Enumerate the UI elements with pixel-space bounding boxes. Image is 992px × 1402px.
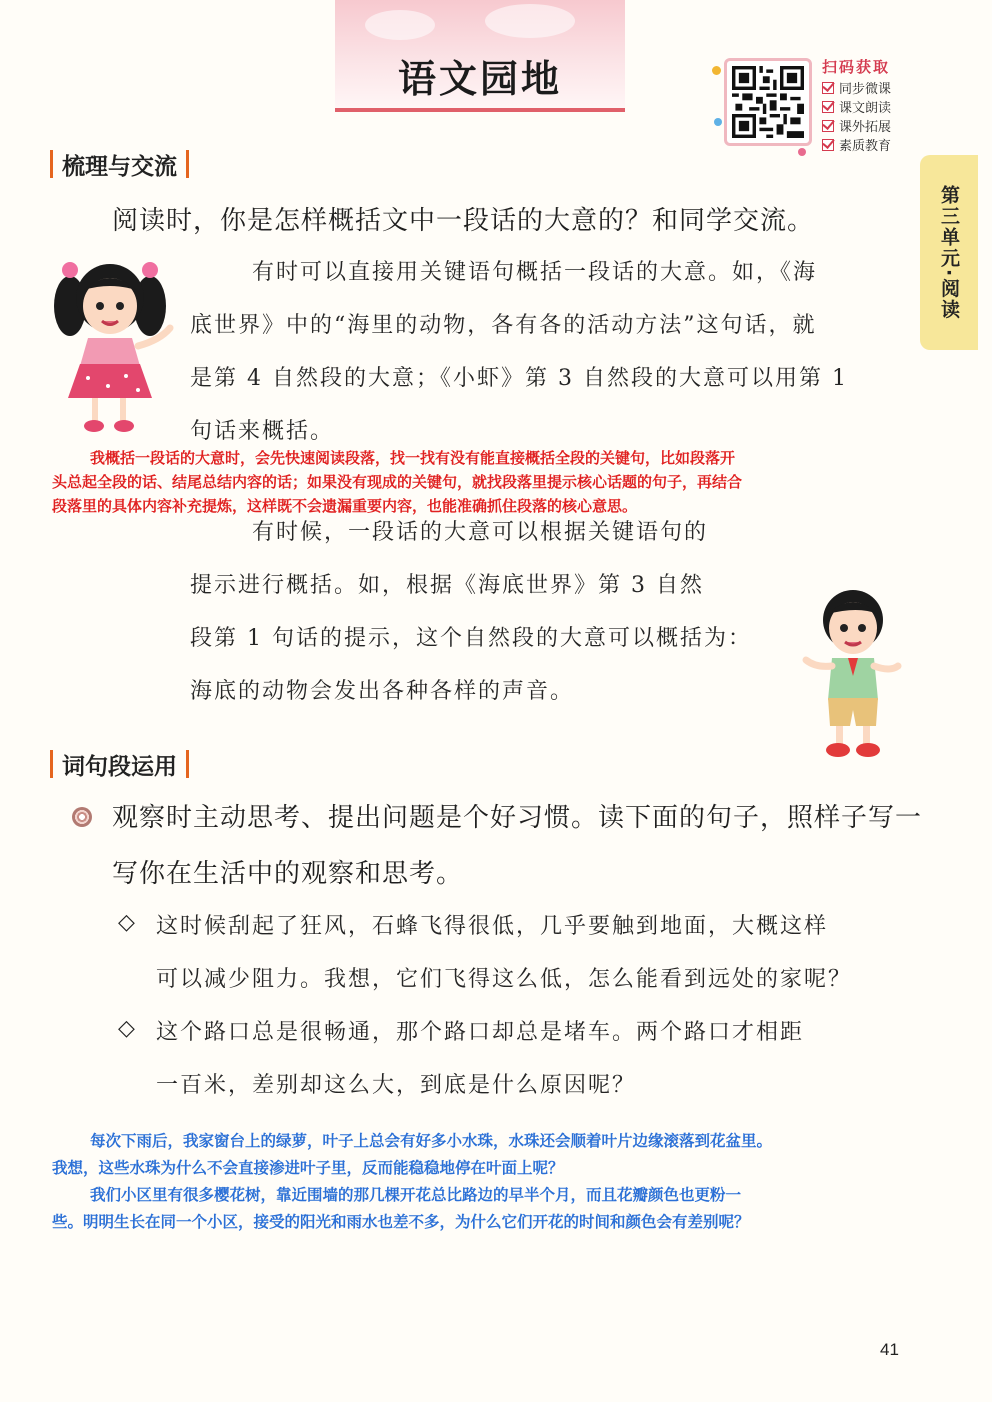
- girl-illustration-icon: [48, 248, 178, 438]
- girl-speech-line: 有时可以直接用关键语句概括一段话的大意。如，《海: [252, 260, 818, 285]
- answer-summary-line: 我概括一段话的大意时，会先快速阅读段落，找一找有没有能直接概括全段的关键句，比如段落开: [90, 449, 736, 467]
- section-heading-summary: 梳理与交流: [50, 148, 189, 181]
- answer-observation-line: 我想，这些水珠为什么不会直接渗进叶子里，反而能稳稳地停在叶面上呢？: [52, 1159, 564, 1177]
- decor-dot: [798, 148, 806, 156]
- qr-feature-item: 课外拓展: [822, 116, 891, 135]
- discussion-question: 阅读时，你是怎样概括文中一段话的大意的？和同学交流。: [112, 206, 815, 236]
- boy-speech-line: 有时候，一段话的大意可以根据关键语句的: [252, 520, 709, 545]
- girl-speech-line: 底世界》中的“海里的动物，各有各的活动方法”这句话，就: [190, 313, 817, 338]
- qr-feature-item: 课文朗读: [822, 97, 891, 116]
- girl-speech-line: 句话来概括。: [190, 419, 335, 444]
- answer-summary-line: 段落里的具体内容补充提炼，这样既不会遗漏重要内容，也能准确抓住段落的核心意思。: [52, 497, 638, 515]
- boy-speech-line: 提示进行概括。如，根据《海底世界》第 3 自然: [190, 573, 704, 598]
- qr-title: 扫码获取: [822, 58, 891, 76]
- example-line: 这时候刮起了狂风，石蜂飞得很低，几乎要触到地面，大概这样: [156, 914, 829, 939]
- boy-speech-line: 段第 1 句话的提示，这个自然段的大意可以概括为：: [190, 626, 752, 651]
- boy-illustration-icon: [798, 580, 908, 765]
- page-number: 41: [880, 1340, 899, 1359]
- answer-observation-line: 每次下雨后，我家窗台上的绿萝，叶子上总会有好多小水珠，水珠还会顺着叶片边缘滚落到花盆里。: [90, 1132, 773, 1150]
- qr-feature-list: [822, 78, 891, 154]
- answer-summary-line: 头总起全段的话、结尾总结内容的话；如果没有现成的关键句，就找段落里提示核心话题的句子，再结合: [52, 473, 743, 491]
- section-heading-usage: 词句段运用: [50, 748, 189, 781]
- example-line: 可以减少阻力。我想，它们飞得这么低，怎么能看到远处的家呢？: [156, 967, 853, 992]
- exercise-prompt-line: 写你在生活中的观察和思考。: [112, 859, 464, 889]
- page-title: 语文园地: [397, 56, 562, 101]
- diamond-bullet-icon: ◇: [118, 910, 135, 935]
- decor-dot: [712, 66, 721, 75]
- qr-feature-item: 素质教育: [822, 135, 891, 154]
- answer-observation-line: 些。明明生长在同一个小区，接受的阳光和雨水也差不多，为什么它们开花的时间和颜色会有差别呢？: [52, 1213, 750, 1231]
- unit-side-tab: 第三单元·阅读: [920, 155, 978, 350]
- example-line: 一百米，差别却这么大，到底是什么原因呢？: [156, 1073, 637, 1098]
- diamond-bullet-icon: ◇: [118, 1016, 135, 1041]
- checkbox-icon: [822, 82, 834, 94]
- decor-dot: [714, 118, 722, 126]
- checkbox-icon: [822, 120, 834, 132]
- qr-feature-item: 同步微课: [822, 78, 891, 97]
- girl-speech-line: 是第 4 自然段的大意；《小虾》第 3 自然段的大意可以用第 1: [190, 366, 848, 391]
- qr-code-icon: [732, 66, 804, 138]
- qr-code[interactable]: [724, 58, 812, 146]
- exercise-prompt-line: 观察时主动思考、提出问题是个好习惯。读下面的句子，照样子写一: [112, 803, 923, 833]
- bullet-swirl-icon: [72, 807, 92, 827]
- checkbox-icon: [822, 139, 834, 151]
- checkbox-icon: [822, 101, 834, 113]
- answer-observation-line: 我们小区里有很多樱花树，靠近围墙的那几棵开花总比路边的早半个月，而且花瓣颜色也更粉一: [90, 1186, 742, 1204]
- example-line: 这个路口总是很畅通，那个路口却总是堵车。两个路口才相距: [156, 1020, 805, 1045]
- boy-speech-line: 海底的动物会发出各种各样的声音。: [190, 679, 575, 704]
